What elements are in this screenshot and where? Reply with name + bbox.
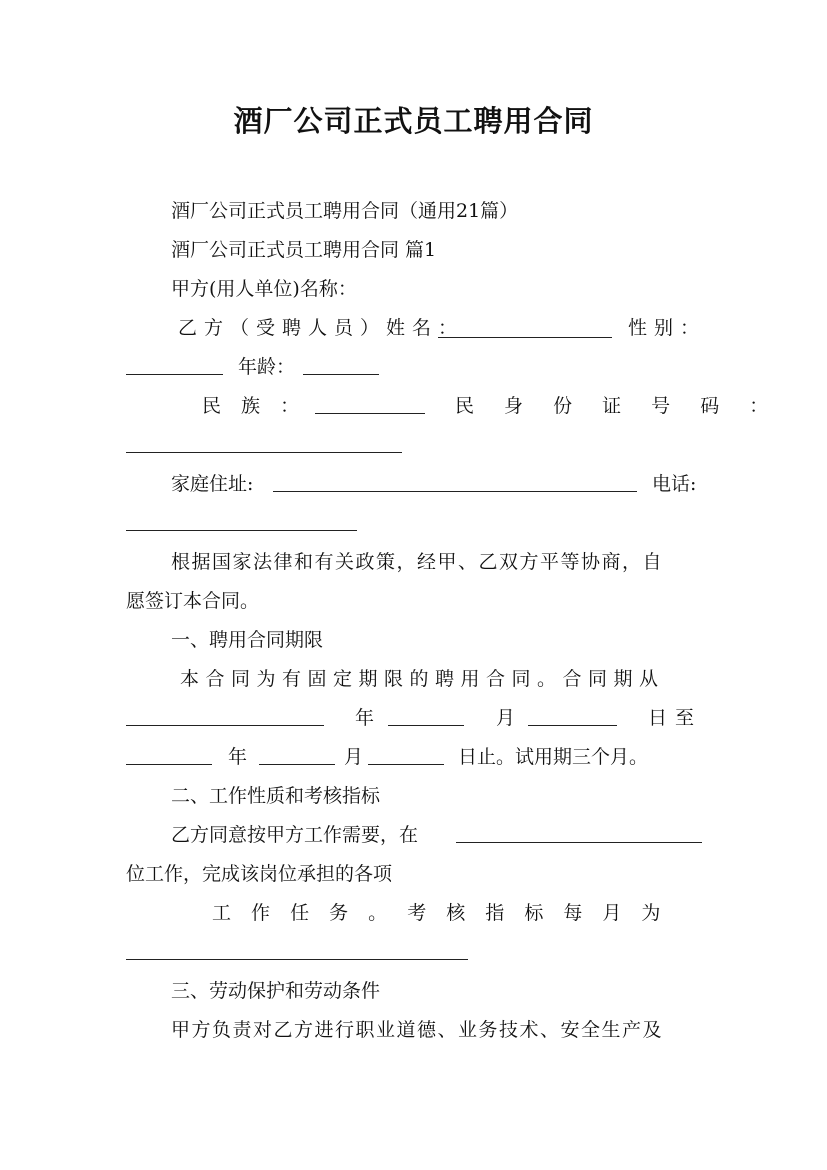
section-2-line-1: 乙方同意按甲方工作需要，在 <box>171 824 419 846</box>
section-2-line-3: 工 作 任 务 。 考 核 指 标 每 月 为 <box>212 902 661 924</box>
ethnicity-blank <box>315 413 425 414</box>
section-3-line-1: 甲方负责对乙方进行职业道德、业务技术、安全生产及 <box>171 1019 664 1041</box>
section-1-end: 日止。试用期三个月。 <box>458 746 649 768</box>
party-b-label: 乙方（受聘人员）姓名： <box>178 317 465 339</box>
end-year-blank <box>126 764 212 765</box>
name-blank <box>438 337 612 338</box>
end-month-blank <box>259 764 335 765</box>
id-number-blank <box>126 452 402 453</box>
end-month-label: 月 <box>344 746 364 768</box>
start-year-blank <box>126 725 324 726</box>
intro-line-1: 根据国家法律和有关政策，经甲、乙双方平等协商，自 <box>171 551 664 573</box>
intro-line-2: 愿签订本合同。 <box>126 590 260 612</box>
start-day-blank <box>528 725 617 726</box>
gender-label: 性别： <box>628 317 707 339</box>
document-title: 酒厂公司正式员工聘用合同 <box>233 104 594 138</box>
day-to-label: 日至 <box>648 707 703 729</box>
position-blank <box>456 842 702 843</box>
gender-blank <box>126 374 223 375</box>
section-3-heading: 三、劳动保护和劳动条件 <box>171 980 381 1002</box>
section-1-heading: 一、聘用合同期限 <box>171 629 324 651</box>
address-blank <box>273 491 637 492</box>
age-blank <box>303 374 379 375</box>
section-2-heading: 二、工作性质和考核指标 <box>171 785 381 807</box>
id-number-label: 民 身 份 证 号 码 ： <box>455 395 769 417</box>
phone-blank <box>126 530 357 531</box>
party-a-label: 甲方(用人单位)名称： <box>171 278 357 300</box>
section-2-line-2: 位工作，完成该岗位承担的各项 <box>126 863 393 885</box>
document-subtitle: 酒厂公司正式员工聘用合同（通用21篇） <box>171 200 519 222</box>
part-heading: 酒厂公司正式员工聘用合同 篇1 <box>171 239 437 261</box>
address-label: 家庭住址: <box>171 473 254 495</box>
phone-label: 电话: <box>652 473 697 495</box>
start-year-label: 年 <box>355 707 375 729</box>
age-label: 年龄： <box>238 356 296 378</box>
start-month-blank <box>388 725 464 726</box>
kpi-blank <box>126 959 468 960</box>
ethnicity-label: 民 族 ： <box>202 395 300 417</box>
start-month-label: 月 <box>496 707 516 729</box>
end-day-blank <box>368 764 444 765</box>
end-year-label: 年 <box>228 746 248 768</box>
section-1-line-1: 本合同为有固定期限的聘用合同。合同期从 <box>180 668 665 690</box>
